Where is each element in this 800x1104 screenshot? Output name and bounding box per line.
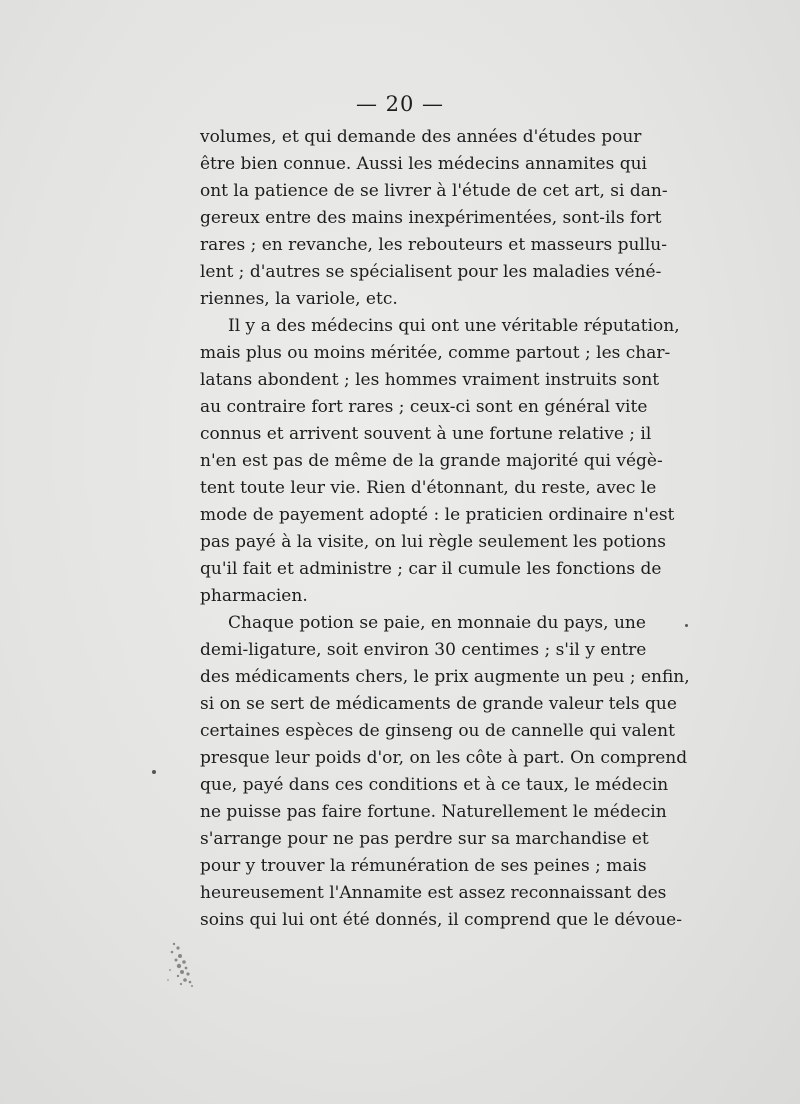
text-line: pharmacien. [200,586,308,606]
text-line: riennes, la variole, etc. [200,289,398,309]
text-line: au contraire fort rares ; ceux-ci sont en général vite [200,397,648,417]
text-line: tent toute leur vie. Rien d'étonnant, du reste, avec le [200,478,657,498]
text-line: volumes, et qui demande des années d'études pour [200,127,642,147]
text-line: presque leur poids d'or, on les côte à part. On comprend [200,748,688,768]
text-line: que, payé dans ces conditions et à ce taux, le médecin [200,775,669,795]
text-line: demi-ligature, soit environ 30 centimes ; s'il y entre [200,640,647,660]
text-line: pour y trouver la rémunération de ses peines ; mais [200,856,647,876]
text-line: Chaque potion se paie, en monnaie du pays, une [228,613,646,633]
text-line: Il y a des médecins qui ont une véritable réputation, [228,316,680,336]
text-line: n'en est pas de même de la grande majorité qui végè- [200,451,663,471]
text-line: ont la patience de se livrer à l'étude de cet art, si dan- [200,181,668,201]
text-line: rares ; en revanche, les rebouteurs et masseurs pullu- [200,235,667,255]
paragraph [200,124,668,313]
text-line: ne puisse pas faire fortune. Naturellement le médecin [200,802,667,822]
text-line: être bien connue. Aussi les médecins annamites qui [200,154,647,174]
text-line: qu'il fait et administre ; car il cumule les fonctions de [200,559,662,579]
text-line: mode de payement adopté : le praticien ordinaire n'est [200,505,675,525]
text-line: des médicaments chers, le prix augmente un peu ; enfin, [200,667,690,687]
text-line: heureusement l'Annamite est assez reconnaissant des [200,883,667,903]
text-line: lent ; d'autres se spécialisent pour les maladies véné- [200,262,662,282]
paper-speck [685,624,688,627]
text-line: soins qui lui ont été donnés, il comprend que le dévoue- [200,910,682,930]
text-line: latans abondent ; les hommes vraiment instruits sont [200,370,660,390]
text-line: s'arrange pour ne pas perdre sur sa marchandise et [200,829,649,849]
text-line: gereux entre des mains inexpérimentées, sont-ils fort [200,208,662,228]
text-line: connus et arrivent souvent à une fortune relative ; il [200,424,652,444]
body-text [200,124,690,934]
page-number: — 20 — [355,92,445,116]
paper-speck [152,770,156,774]
text-line: certaines espèces de ginseng ou de cannelle qui valent [200,721,675,741]
ink-stain [160,936,202,992]
paragraph [200,610,690,934]
text-line: si on se sert de médicaments de grande valeur tels que [200,694,677,714]
text-line: pas payé à la visite, on lui règle seulement les potions [200,532,666,552]
text-line: mais plus ou moins méritée, comme partout ; les char- [200,343,671,363]
paragraph [200,313,680,610]
